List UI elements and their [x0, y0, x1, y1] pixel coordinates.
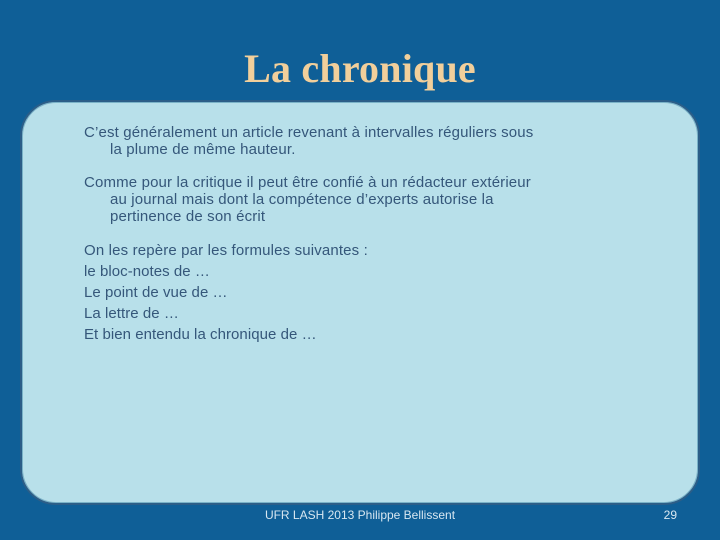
formula-item-lettre: La lettre de …: [84, 305, 179, 322]
definition-line-2: la plume de même hauteur.: [110, 141, 296, 158]
formula-item-bloc-notes: le bloc-notes de …: [84, 263, 210, 280]
slide-text-block: [84, 124, 644, 345]
author-line-3: pertinence de son écrit: [110, 208, 266, 225]
slide-title: La chronique: [244, 45, 476, 91]
author-paragraph: [84, 174, 644, 225]
formulas-intro: On les repère par les formules suivantes :: [84, 242, 368, 259]
formula-item-chronique: Et bien entendu la chronique de …: [84, 326, 317, 343]
author-line-2: au journal mais dont la compétence d’experts autorise la: [110, 191, 494, 208]
slide-footer: [0, 507, 720, 525]
formula-item-point-de-vue: Le point de vue de …: [84, 284, 228, 301]
definition-line-1: C’est généralement un article revenant à intervalles réguliers sous: [84, 124, 534, 141]
page-number: 29: [663, 508, 677, 522]
author-line-1: Comme pour la critique il peut être confié à un rédacteur extérieur: [84, 174, 531, 191]
definition-paragraph: [84, 124, 644, 158]
footer-credit: UFR LASH 2013 Philippe Bellissent: [264, 508, 456, 522]
